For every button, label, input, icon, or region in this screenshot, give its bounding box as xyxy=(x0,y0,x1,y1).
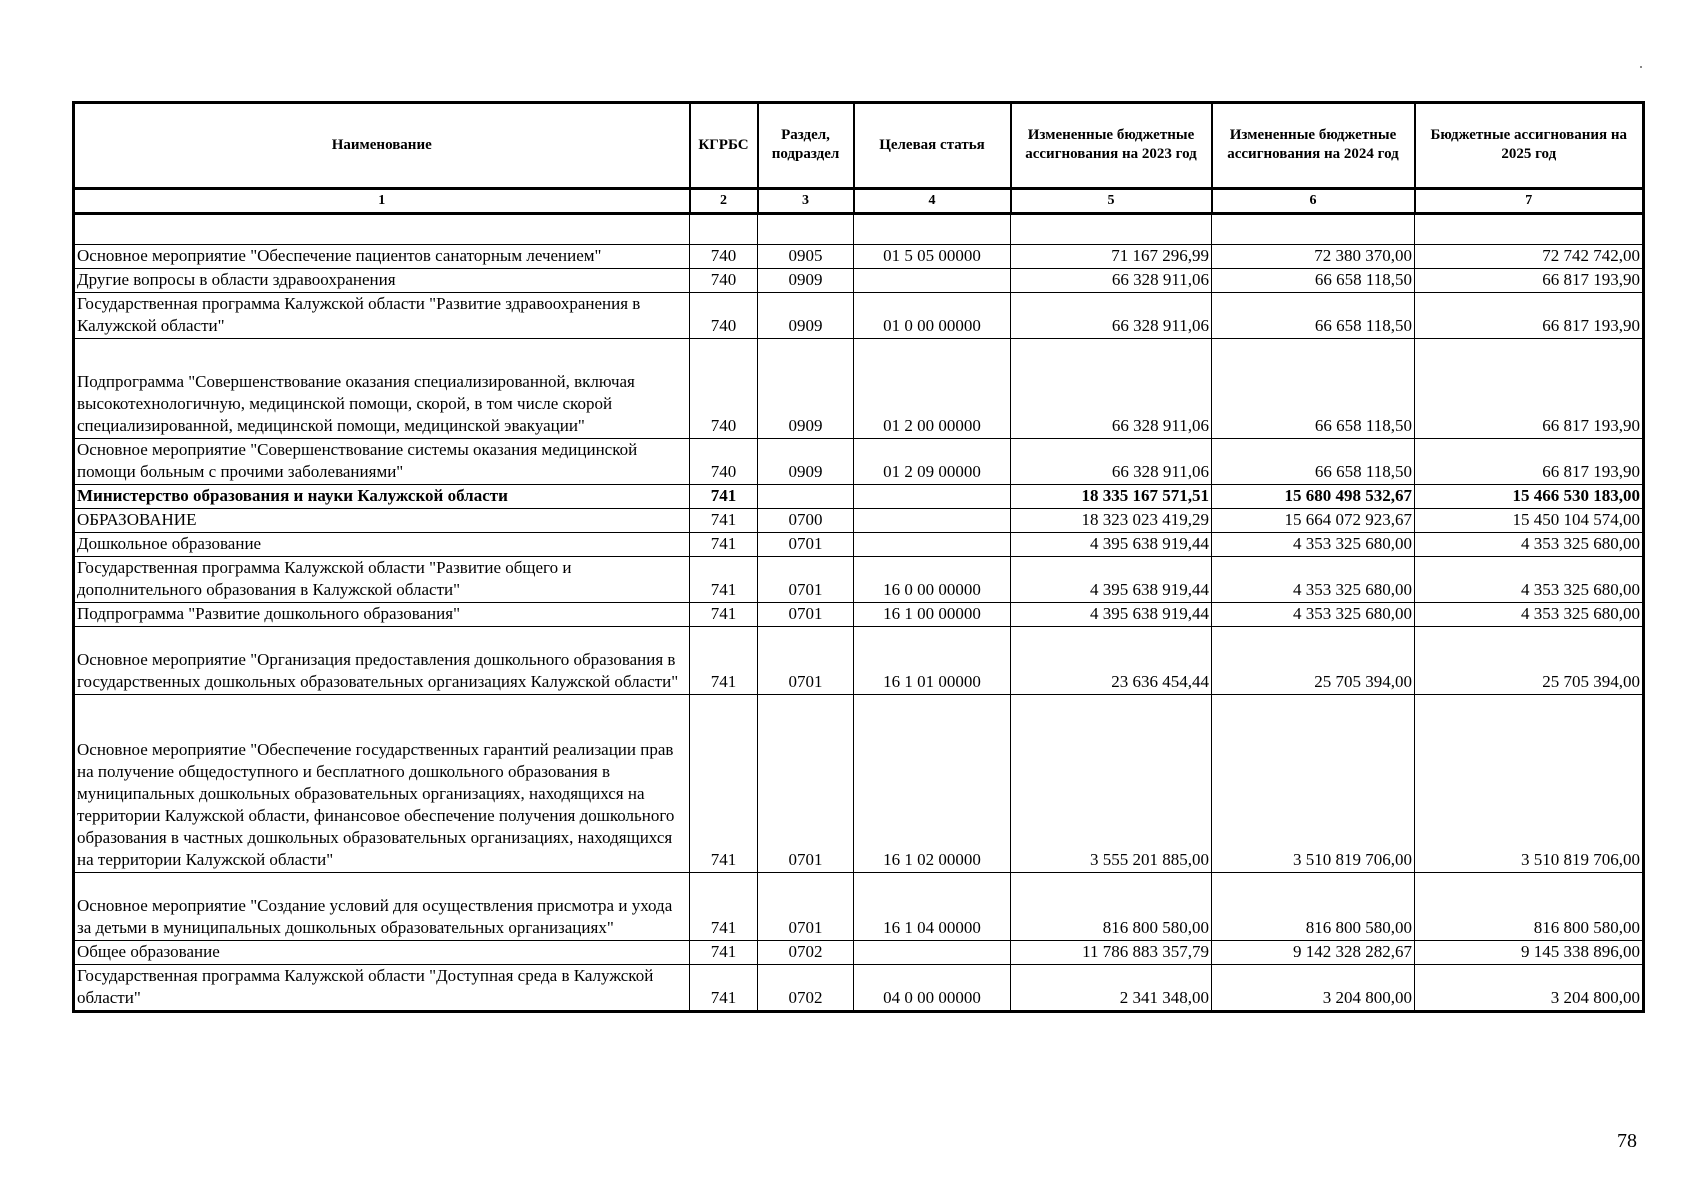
row-amount-2023: 3 555 201 885,00 xyxy=(1011,695,1212,873)
header-target: Целевая статья xyxy=(854,103,1011,189)
row-name: Общее образование xyxy=(74,941,690,965)
row-name: Министерство образования и науки Калужской области xyxy=(74,485,690,509)
row-kgrbs: 741 xyxy=(690,965,758,1012)
row-amount-2023: 71 167 296,99 xyxy=(1011,245,1212,269)
header-2023: Измененные бюджетные ассигнования на 2023 год xyxy=(1011,103,1212,189)
row-amount-2025: 15 466 530 183,00 xyxy=(1415,485,1644,509)
table-row xyxy=(74,941,1644,965)
table-row xyxy=(74,533,1644,557)
row-target: 16 1 00 00000 xyxy=(854,603,1011,627)
row-section xyxy=(758,485,854,509)
row-amount-2024: 4 353 325 680,00 xyxy=(1212,557,1415,603)
table-row xyxy=(74,557,1644,603)
row-target: 16 1 01 00000 xyxy=(854,627,1011,695)
row-kgrbs: 740 xyxy=(690,269,758,293)
row-amount-2024: 3 510 819 706,00 xyxy=(1212,695,1415,873)
row-kgrbs: 741 xyxy=(690,533,758,557)
table-row xyxy=(74,873,1644,941)
column-number: 7 xyxy=(1415,189,1644,214)
row-amount-2023: 11 786 883 357,79 xyxy=(1011,941,1212,965)
row-amount-2025: 4 353 325 680,00 xyxy=(1415,557,1644,603)
row-name: Дошкольное образование xyxy=(74,533,690,557)
row-kgrbs: 741 xyxy=(690,873,758,941)
row-amount-2024: 66 658 118,50 xyxy=(1212,293,1415,339)
row-section: 0701 xyxy=(758,603,854,627)
row-amount-2023: 816 800 580,00 xyxy=(1011,873,1212,941)
row-amount-2023: 4 395 638 919,44 xyxy=(1011,557,1212,603)
table-row xyxy=(74,695,1644,873)
row-amount-2025: 66 817 193,90 xyxy=(1415,269,1644,293)
row-name: Основное мероприятие "Создание условий для осуществления присмотра и ухода за детьми в муниципальных дошкольных образовательных организациях" xyxy=(74,873,690,941)
row-amount-2024: 4 353 325 680,00 xyxy=(1212,533,1415,557)
row-name: Государственная программа Калужской области "Развитие здравоохранения в Калужской области" xyxy=(74,293,690,339)
header-name: Наименование xyxy=(74,103,690,189)
row-amount-2025: 25 705 394,00 xyxy=(1415,627,1644,695)
row-section: 0701 xyxy=(758,557,854,603)
column-number: 2 xyxy=(690,189,758,214)
row-target xyxy=(854,269,1011,293)
column-number: 6 xyxy=(1212,189,1415,214)
row-amount-2024: 15 680 498 532,67 xyxy=(1212,485,1415,509)
row-amount-2024: 9 142 328 282,67 xyxy=(1212,941,1415,965)
row-section: 0701 xyxy=(758,627,854,695)
row-kgrbs: 740 xyxy=(690,245,758,269)
row-kgrbs: 741 xyxy=(690,695,758,873)
row-target xyxy=(854,509,1011,533)
row-amount-2025: 15 450 104 574,00 xyxy=(1415,509,1644,533)
row-amount-2025: 3 510 819 706,00 xyxy=(1415,695,1644,873)
table-row xyxy=(74,965,1644,1012)
row-name: Другие вопросы в области здравоохранения xyxy=(74,269,690,293)
header-kgrbs: КГРБС xyxy=(690,103,758,189)
row-amount-2025: 4 353 325 680,00 xyxy=(1415,603,1644,627)
table-row xyxy=(74,439,1644,485)
table-row xyxy=(74,509,1644,533)
row-section: 0701 xyxy=(758,533,854,557)
row-name: Основное мероприятие "Организация предоставления дошкольного образования в государственных дошкольных образовательных организациях Калужской области" xyxy=(74,627,690,695)
row-amount-2025: 72 742 742,00 xyxy=(1415,245,1644,269)
page-number: 78 xyxy=(1617,1130,1637,1152)
row-amount-2023: 2 341 348,00 xyxy=(1011,965,1212,1012)
row-section: 0700 xyxy=(758,509,854,533)
row-section: 0905 xyxy=(758,245,854,269)
table-row xyxy=(74,627,1644,695)
row-section: 0702 xyxy=(758,941,854,965)
table-row xyxy=(74,339,1644,439)
row-amount-2024: 72 380 370,00 xyxy=(1212,245,1415,269)
row-kgrbs: 740 xyxy=(690,293,758,339)
row-section: 0909 xyxy=(758,269,854,293)
row-amount-2024: 25 705 394,00 xyxy=(1212,627,1415,695)
row-amount-2024: 816 800 580,00 xyxy=(1212,873,1415,941)
row-kgrbs: 741 xyxy=(690,627,758,695)
row-kgrbs: 740 xyxy=(690,439,758,485)
row-amount-2023: 23 636 454,44 xyxy=(1011,627,1212,695)
row-section: 0909 xyxy=(758,293,854,339)
row-amount-2025: 4 353 325 680,00 xyxy=(1415,533,1644,557)
table-header-row xyxy=(74,103,1644,189)
table-row xyxy=(74,485,1644,509)
row-section: 0909 xyxy=(758,339,854,439)
row-section: 0909 xyxy=(758,439,854,485)
row-name: Основное мероприятие "Обеспечение пациентов санаторным лечением" xyxy=(74,245,690,269)
row-name: Государственная программа Калужской области "Развитие общего и дополнительного образования в Калужской области" xyxy=(74,557,690,603)
column-number-row xyxy=(74,189,1644,214)
column-number: 5 xyxy=(1011,189,1212,214)
table-row xyxy=(74,269,1644,293)
row-amount-2023: 18 335 167 571,51 xyxy=(1011,485,1212,509)
row-amount-2024: 66 658 118,50 xyxy=(1212,339,1415,439)
row-target: 04 0 00 00000 xyxy=(854,965,1011,1012)
row-amount-2025: 9 145 338 896,00 xyxy=(1415,941,1644,965)
row-amount-2025: 66 817 193,90 xyxy=(1415,339,1644,439)
row-amount-2023: 66 328 911,06 xyxy=(1011,339,1212,439)
row-kgrbs: 741 xyxy=(690,509,758,533)
spacer-row xyxy=(74,214,1644,245)
row-amount-2025: 3 204 800,00 xyxy=(1415,965,1644,1012)
row-name: Государственная программа Калужской области "Доступная среда в Калужской области" xyxy=(74,965,690,1012)
row-amount-2024: 4 353 325 680,00 xyxy=(1212,603,1415,627)
row-section: 0701 xyxy=(758,873,854,941)
table-row xyxy=(74,245,1644,269)
table-row xyxy=(74,603,1644,627)
row-target: 01 5 05 00000 xyxy=(854,245,1011,269)
row-section: 0702 xyxy=(758,965,854,1012)
row-amount-2023: 66 328 911,06 xyxy=(1011,269,1212,293)
table-body xyxy=(74,214,1644,1012)
row-target xyxy=(854,533,1011,557)
column-number: 4 xyxy=(854,189,1011,214)
row-amount-2023: 4 395 638 919,44 xyxy=(1011,533,1212,557)
row-kgrbs: 741 xyxy=(690,941,758,965)
row-name: Основное мероприятие "Совершенствование системы оказания медицинской помощи больным с прочими заболеваниями" xyxy=(74,439,690,485)
row-kgrbs: 741 xyxy=(690,485,758,509)
row-target xyxy=(854,941,1011,965)
row-target: 16 1 02 00000 xyxy=(854,695,1011,873)
row-target xyxy=(854,485,1011,509)
scan-artifact xyxy=(1640,66,1642,68)
row-name: Основное мероприятие "Обеспечение государственных гарантий реализации прав на получение общедоступного и бесплатного дошкольного образования в муниципальных дошкольных образовательных организациях, находящихся на территории Калужской области, финансовое обеспечение получения дошкольного образования в частных дошкольных образовательных организациях, находящихся на территории Калужской области" xyxy=(74,695,690,873)
budget-table xyxy=(72,101,1645,1013)
header-2024: Измененные бюджетные ассигнования на 2024 год xyxy=(1212,103,1415,189)
header-section: Раздел, подраздел xyxy=(758,103,854,189)
row-amount-2025: 66 817 193,90 xyxy=(1415,293,1644,339)
row-target: 01 2 09 00000 xyxy=(854,439,1011,485)
column-number: 1 xyxy=(74,189,690,214)
row-name: ОБРАЗОВАНИЕ xyxy=(74,509,690,533)
column-number: 3 xyxy=(758,189,854,214)
row-kgrbs: 740 xyxy=(690,339,758,439)
row-section: 0701 xyxy=(758,695,854,873)
row-amount-2024: 3 204 800,00 xyxy=(1212,965,1415,1012)
row-amount-2023: 18 323 023 419,29 xyxy=(1011,509,1212,533)
row-amount-2023: 4 395 638 919,44 xyxy=(1011,603,1212,627)
row-amount-2023: 66 328 911,06 xyxy=(1011,439,1212,485)
header-2025: Бюджетные ассигнования на 2025 год xyxy=(1415,103,1644,189)
row-target: 01 0 00 00000 xyxy=(854,293,1011,339)
row-name: Подпрограмма "Развитие дошкольного образования" xyxy=(74,603,690,627)
row-amount-2024: 15 664 072 923,67 xyxy=(1212,509,1415,533)
row-amount-2024: 66 658 118,50 xyxy=(1212,439,1415,485)
row-amount-2025: 816 800 580,00 xyxy=(1415,873,1644,941)
row-kgrbs: 741 xyxy=(690,603,758,627)
row-amount-2023: 66 328 911,06 xyxy=(1011,293,1212,339)
row-target: 16 0 00 00000 xyxy=(854,557,1011,603)
row-kgrbs: 741 xyxy=(690,557,758,603)
table-row xyxy=(74,293,1644,339)
row-target: 16 1 04 00000 xyxy=(854,873,1011,941)
row-amount-2024: 66 658 118,50 xyxy=(1212,269,1415,293)
row-amount-2025: 66 817 193,90 xyxy=(1415,439,1644,485)
row-target: 01 2 00 00000 xyxy=(854,339,1011,439)
row-name: Подпрограмма "Совершенствование оказания специализированной, включая высокотехнологичную, медицинской помощи, скорой, в том числе скорой специализированной, медицинской помощи, медицинской эвакуации" xyxy=(74,339,690,439)
